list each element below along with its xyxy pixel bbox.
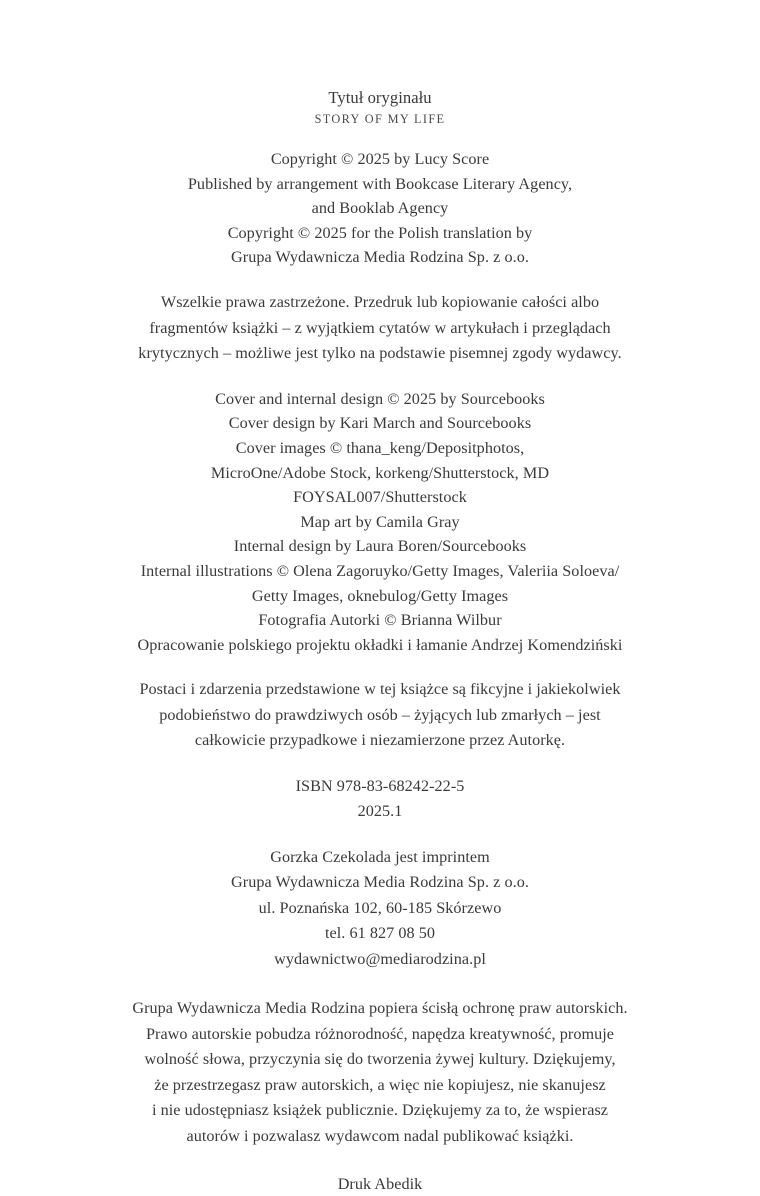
rights-line: krytycznych – możliwe jest tylko na podstawie pisemnej zgody wydawcy.: [138, 344, 622, 363]
support-line: wolność słowa, przyczynia się do tworzenia żywej kultury. Dziękujemy,: [144, 1050, 616, 1069]
support-line: i nie udostępniasz książek publicznie. Dziękujemy za to, że wspierasz: [151, 1101, 609, 1120]
original-title-text: STORY OF MY LIFE: [314, 112, 446, 126]
spacer-after-isbn: [0, 824, 760, 845]
spacer-after-disclaimer: [0, 754, 760, 774]
credits-line: Cover images © thana_keng/Depositphotos,: [235, 438, 525, 457]
original-title-block: [0, 86, 760, 129]
spacer-after-title: [0, 129, 760, 147]
credits-line: Map art by Camila Gray: [300, 512, 460, 531]
credits-line: Opracowanie polskiego projektu okładki i łamanie Andrzej Komendziński: [137, 635, 623, 654]
copyright-line: Published by arrangement with Bookcase Literary Agency,: [187, 174, 573, 193]
credits-line: Getty Images, oknebulog/Getty Images: [251, 586, 509, 605]
imprint-email: wydawnictwo@mediarodzina.pl: [274, 949, 486, 968]
spacer-after-imprint: [0, 972, 760, 996]
support-line: Grupa Wydawnicza Media Rodzina popiera ścisłą ochronę praw autorskich.: [132, 999, 628, 1018]
rights-reserved-block: [0, 290, 760, 367]
credits-line: Cover and internal design © 2025 by Sourcebooks: [215, 389, 545, 408]
original-title-label: Tytuł oryginału: [328, 88, 432, 107]
spacer-after-credits: [0, 657, 760, 677]
support-line: że przestrzegasz praw autorskich, a więc nie kopiujesz, nie skanujesz: [154, 1075, 606, 1094]
copyright-support-block: [0, 996, 760, 1150]
disclaimer-line: całkowicie przypadkowe i niezamierzone przez Autorkę.: [194, 731, 566, 750]
imprint-publisher: Grupa Wydawnicza Media Rodzina Sp. z o.o.: [231, 873, 529, 892]
support-line: autorów i pozwalasz wydawcom nadal publikować książki.: [186, 1127, 574, 1146]
credits-line: MicroOne/Adobe Stock, korkeng/Shutterstock, MD: [210, 463, 550, 482]
copyright-line: Grupa Wydawnicza Media Rodzina Sp. z o.o.: [231, 248, 529, 267]
imprint-phone: tel. 61 827 08 50: [324, 924, 436, 943]
imprint-block: [0, 845, 760, 972]
credits-line: Internal illustrations © Olena Zagoruyko/Getty Images, Valeriia Soloeva/: [140, 561, 620, 580]
printer-block: [0, 1172, 760, 1196]
copyright-block: [0, 147, 760, 270]
credits-line: Fotografia Autorki © Brianna Wilbur: [258, 611, 502, 630]
isbn-block: [0, 774, 760, 824]
credits-block: [0, 387, 760, 658]
page-content: [0, 86, 760, 1196]
credits-line: FOYSAL007/Shutterstock: [293, 488, 467, 507]
printer-name: Druk Abedik: [337, 1174, 423, 1193]
rights-line: Wszelkie prawa zastrzeżone. Przedruk lub kopiowanie całości albo: [160, 292, 600, 311]
credits-line: Internal design by Laura Boren/Sourcebooks: [233, 537, 527, 556]
spacer-after-copyright: [0, 270, 760, 290]
imprint-line: Gorzka Czekolada jest imprintem: [270, 848, 490, 867]
spacer-after-rights: [0, 367, 760, 387]
isbn-number: ISBN 978-83-68242-22-5: [295, 777, 465, 796]
spacer-after-support: [0, 1150, 760, 1172]
copyright-line: Copyright © 2025 by Lucy Score: [270, 150, 490, 168]
imprint-address: ul. Poznańska 102, 60-185 Skórzewo: [258, 898, 502, 917]
rights-line: fragmentów książki – z wyjątkiem cytatów w artykułach i przeglądach: [149, 318, 611, 337]
disclaimer-line: podobieństwo do prawdziwych osób – żyjących lub zmarłych – jest: [159, 705, 601, 724]
credits-line: Cover design by Kari March and Sourcebooks: [228, 414, 532, 433]
disclaimer-line: Postaci i zdarzenia przedstawione w tej książce są fikcyjne i jakiekolwiek: [139, 680, 621, 699]
support-line: Prawo autorskie pobudza różnorodność, napędza kreatywność, promuje: [145, 1024, 615, 1043]
copyright-line: Copyright © 2025 for the Polish translation by: [227, 223, 533, 242]
copyright-line: and Booklab Agency: [311, 199, 449, 218]
fiction-disclaimer-block: [0, 677, 760, 754]
edition-number: 2025.1: [357, 802, 403, 821]
